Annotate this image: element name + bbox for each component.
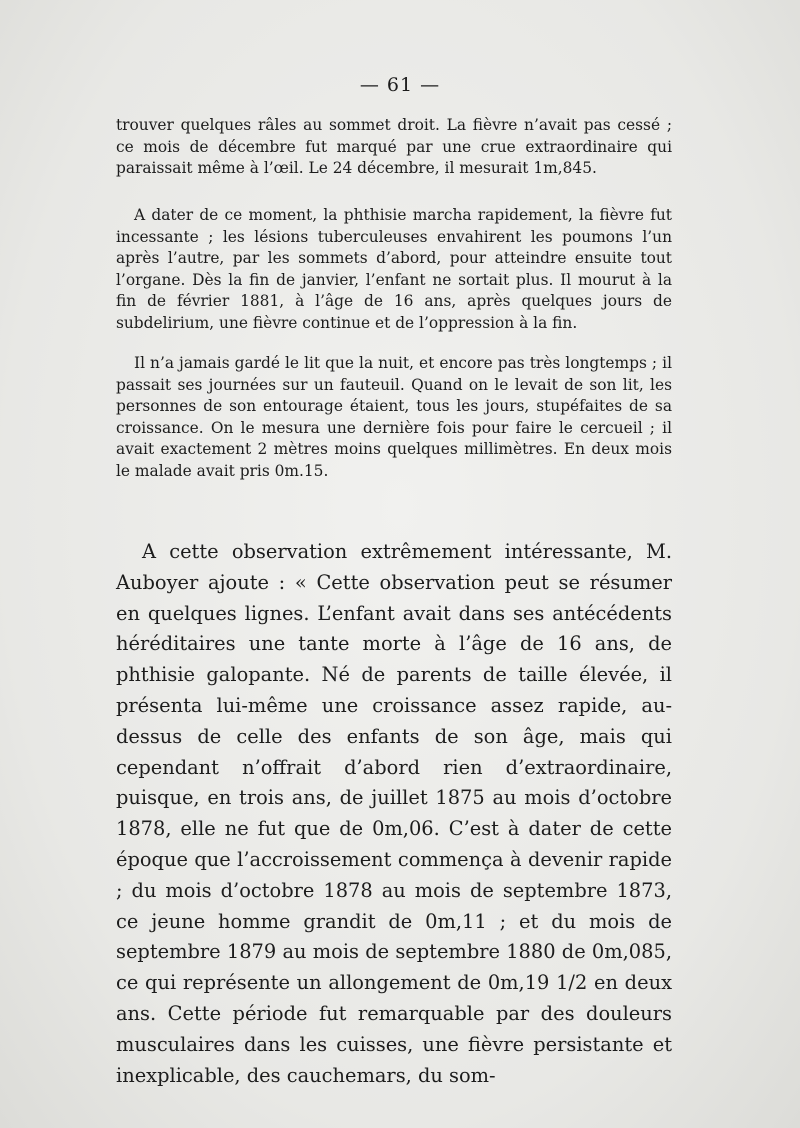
paragraph-text: trouver quelques râles au sommet droit. La fièvre n’avait pas cessé ; ce mois de décembre fut marqué par une crue extraordinaire qui paraissait même à l’œil. Le 24 décembre, il mesurait 1m,845. <box>116 116 672 178</box>
paragraph-auboyer <box>116 537 672 1091</box>
page-number: — 61 — <box>359 74 441 96</box>
paragraph-text: Il n’a jamais gardé le lit que la nuit, et encore pas très longtemps ; il passait ses journées sur un fauteuil. Quand on le levait de son lit, les personnes de son entourage étaient, tous les jours, stupéfaites de sa croissance. On le mesura une dernière fois pour faire le cercueil ; il avait exactement 2 mètres moins quelques millimètres. En deux mois le malade avait pris 0m.15. <box>116 354 672 480</box>
paragraph-lit <box>116 353 672 483</box>
paragraph-continued <box>116 115 672 180</box>
paragraph-text: A dater de ce moment, la phthisie marcha rapidement, la fièvre fut incessante ; les lésions tuberculeuses envahirent les poumons l’un après l’autre, par les sommets d’abord, pour atteindre ensuite tout l’organe. Dès la fin de janvier, l’enfant ne sortait plus. Il mourut à la fin de février 1881, à l’âge de 16 ans, après quelques jours de subdelirium, une fièvre continue et de l’oppression à la fin. <box>116 206 672 332</box>
paragraph-text: A cette observation extrêmement intéressante, M. Auboyer ajoute : « Cette observation peut se résumer en quelques lignes. L’enfant avait dans ses antécédents héréditaires une tante morte à l’âge de 16 ans, de phthisie galopante. Né de parents de taille élevée, il présenta lui-même une croissance assez rapide, au-dessus de celle des enfants de son âge, mais qui cependant n’offrait d’abord rien d’extraordinaire, puisque, en trois ans, de juillet 1875 au mois d’octobre 1878, elle ne fut que de 0m,06. C’est à dater de cette époque que l’accroissement commença à devenir rapide ; du mois d’octobre 1878 au mois de septembre 1873, ce jeune homme grandit de 0m,11 ; et du mois de septembre 1879 au mois de septembre 1880 de 0m,085, ce qui représente un allongement de 0m,19 1/2 en deux ans. Cette période fut remarquable par des douleurs musculaires dans les cuisses, une fièvre persistante et inexplicable, des cauchemars, du som- <box>116 540 672 1087</box>
paragraph-phthisie <box>116 205 672 335</box>
